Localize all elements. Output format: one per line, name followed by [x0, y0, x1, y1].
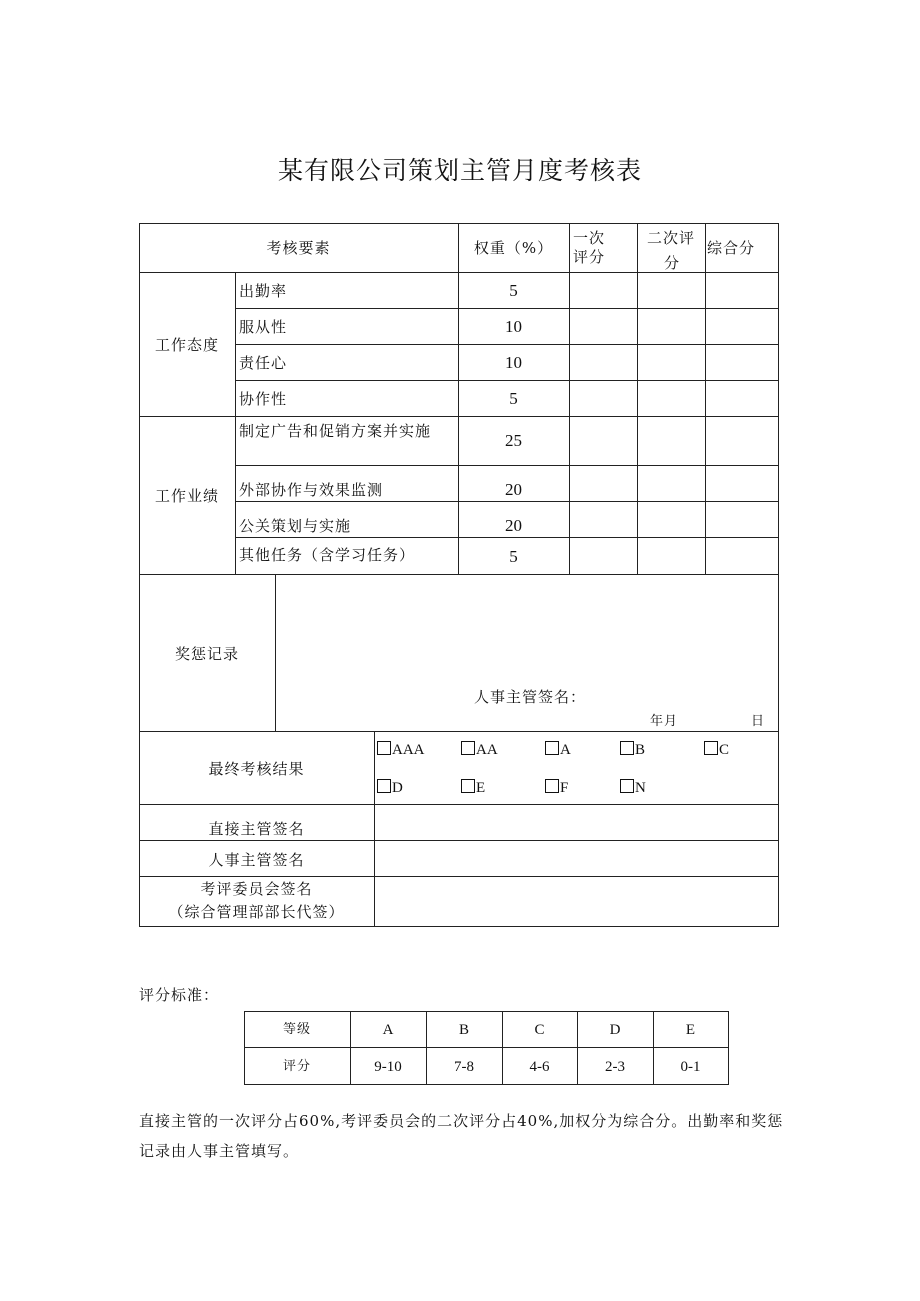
table-divider — [275, 574, 276, 731]
option-f[interactable]: F — [545, 779, 568, 797]
table-divider — [139, 804, 779, 805]
date-day: 日 — [751, 714, 766, 729]
criterion-label: 公关策划与实施 — [239, 517, 352, 535]
table-border-right — [728, 1011, 729, 1085]
option-a[interactable]: A — [545, 741, 571, 759]
header-first-score: 评分 — [573, 248, 606, 266]
table-border-top — [139, 223, 779, 224]
table-divider — [235, 380, 779, 381]
checkbox-icon — [620, 741, 634, 755]
score-cell: 4-6 — [529, 1059, 550, 1075]
group-label: 工作业绩 — [154, 487, 219, 505]
criterion-weight: 10 — [505, 317, 522, 336]
option-n[interactable]: N — [620, 779, 646, 797]
group-label: 工作态度 — [154, 336, 219, 354]
criterion-weight: 10 — [505, 353, 522, 372]
criterion-weight: 20 — [505, 516, 522, 535]
header-second-score: 二次评 — [647, 229, 696, 247]
table-divider — [244, 1047, 729, 1048]
table-divider — [235, 308, 779, 309]
committee-sign-label: 考评委员会签名 — [200, 880, 313, 898]
criterion-label: 服从性 — [239, 318, 288, 336]
grade-cell: C — [534, 1022, 545, 1038]
score-cell: 2-3 — [605, 1059, 625, 1075]
option-aa[interactable]: AA — [461, 741, 498, 759]
header-criteria: 考核要素 — [266, 239, 331, 257]
checkbox-icon — [377, 741, 391, 755]
table-border-right — [778, 223, 779, 927]
table-divider — [235, 501, 779, 502]
table-divider — [139, 731, 779, 732]
score-label: 评分 — [282, 1059, 311, 1074]
checkbox-icon — [461, 741, 475, 755]
table-divider — [569, 223, 570, 574]
criterion-weight: 5 — [509, 547, 518, 566]
table-divider — [235, 272, 236, 574]
criterion-label: 协作性 — [239, 390, 288, 408]
grade-cell: A — [382, 1022, 394, 1038]
note-paragraph: 直接主管的一次评分占60%,考评委员会的二次评分占40%,加权分为综合分。出勤率和奖惩 — [139, 1112, 784, 1130]
header-first-score: 一次 — [573, 229, 606, 247]
criterion-weight: 25 — [505, 431, 522, 450]
option-c[interactable]: C — [704, 741, 729, 759]
table-border-bottom — [244, 1084, 729, 1085]
checkbox-icon — [620, 779, 634, 793]
criterion-weight: 5 — [509, 389, 518, 408]
table-divider — [637, 223, 638, 574]
criterion-label: 出勤率 — [239, 282, 288, 300]
checkbox-icon — [377, 779, 391, 793]
option-e[interactable]: E — [461, 779, 485, 797]
option-b[interactable]: B — [620, 741, 645, 759]
header-weight: 权重（%） — [473, 239, 554, 257]
table-divider — [705, 223, 706, 574]
header-second-score: 分 — [664, 254, 681, 272]
checkbox-icon — [704, 741, 718, 755]
criterion-weight: 20 — [505, 480, 522, 499]
table-divider — [235, 465, 779, 466]
table-border-top — [244, 1011, 729, 1012]
option-aaa[interactable]: AAA — [377, 741, 425, 759]
committee-sign-sublabel: （综合管理部部长代签） — [168, 903, 345, 921]
criterion-weight: 5 — [509, 281, 518, 300]
checkbox-icon — [545, 779, 559, 793]
page-title: 某有限公司策划主管月度考核表 — [277, 156, 642, 185]
criterion-label: 制定广告和促销方案并实施 — [239, 422, 432, 440]
grade-cell: B — [458, 1022, 469, 1038]
option-d[interactable]: D — [377, 779, 403, 797]
rewards-label: 奖惩记录 — [174, 645, 239, 663]
table-divider — [139, 840, 779, 841]
direct-supervisor-sign-label: 直接主管签名 — [208, 820, 305, 838]
grade-cell: D — [609, 1022, 621, 1038]
table-divider — [235, 344, 779, 345]
grade-label: 等级 — [282, 1022, 311, 1037]
table-divider — [374, 731, 375, 927]
criterion-label: 责任心 — [239, 354, 288, 372]
score-cell: 7-8 — [454, 1059, 474, 1075]
checkbox-icon — [545, 741, 559, 755]
table-border-bottom — [139, 926, 779, 927]
hr-sign-label: 人事主管签名： — [474, 688, 587, 706]
score-cell: 0-1 — [680, 1059, 701, 1075]
table-divider — [139, 574, 779, 575]
criterion-label: 外部协作与效果监测 — [239, 481, 384, 499]
table-divider — [139, 876, 779, 877]
note-paragraph: 记录由人事主管填写。 — [139, 1142, 300, 1160]
checkbox-icon — [461, 779, 475, 793]
date-year-month: 年月 — [650, 714, 679, 729]
standard-heading: 评分标准： — [139, 986, 220, 1004]
hr-supervisor-sign-label: 人事主管签名 — [208, 851, 305, 869]
header-overall: 综合分 — [707, 239, 756, 257]
table-divider — [235, 537, 779, 538]
criterion-label: 其他任务（含学习任务） — [239, 546, 416, 564]
grade-cell: E — [685, 1022, 696, 1038]
score-cell: 9-10 — [374, 1059, 402, 1075]
final-result-label: 最终考核结果 — [208, 760, 305, 778]
